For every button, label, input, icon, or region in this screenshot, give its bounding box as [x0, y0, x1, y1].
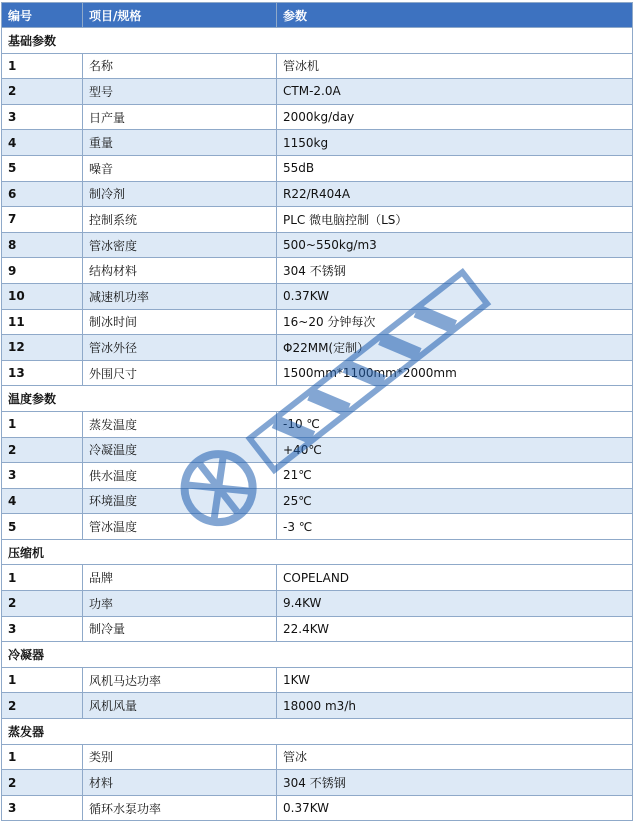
table-row: [2, 795, 633, 821]
row-value: 1500mm*1100mm*2000mm: [277, 360, 633, 386]
row-value: 16~20 分钟每次: [277, 309, 633, 335]
row-item: 类别: [83, 744, 277, 770]
header-col-no: 编号: [2, 3, 83, 28]
row-item: 循环水泵功率: [83, 795, 277, 821]
row-number: 1: [2, 667, 83, 693]
row-number: 2: [2, 79, 83, 105]
row-value: 55dB: [277, 155, 633, 181]
table-row: [2, 283, 633, 309]
row-number: 13: [2, 360, 83, 386]
row-value: Φ22MM(定制）: [277, 335, 633, 361]
section-row: [2, 642, 633, 668]
row-value: 2000kg/day: [277, 104, 633, 130]
table-row: [2, 104, 633, 130]
row-item: 冷凝温度: [83, 437, 277, 463]
row-number: 2: [2, 591, 83, 617]
row-value: PLC 微电脑控制（LS）: [277, 207, 633, 233]
row-value: 1150kg: [277, 130, 633, 156]
row-number: 10: [2, 283, 83, 309]
row-item: 型号: [83, 79, 277, 105]
row-number: 11: [2, 309, 83, 335]
row-value: 9.4KW: [277, 591, 633, 617]
row-value: 304 不锈钢: [277, 258, 633, 284]
header-col-item: 项目/规格: [83, 3, 277, 28]
row-item: 名称: [83, 53, 277, 79]
row-item: 供水温度: [83, 463, 277, 489]
row-value: 21℃: [277, 463, 633, 489]
row-value: -10 ℃: [277, 411, 633, 437]
row-value: 1KW: [277, 667, 633, 693]
table-row: [2, 130, 633, 156]
table-row: [2, 565, 633, 591]
table-row: [2, 770, 633, 796]
row-value: 管冰机: [277, 53, 633, 79]
row-value: 304 不锈钢: [277, 770, 633, 796]
row-number: 1: [2, 744, 83, 770]
row-item: 管冰外径: [83, 335, 277, 361]
row-value: CTM-2.0A: [277, 79, 633, 105]
table-row: [2, 155, 633, 181]
row-number: 5: [2, 155, 83, 181]
row-value: 18000 m3/h: [277, 693, 633, 719]
section-title: 冷凝器: [2, 642, 633, 668]
row-item: 制冷量: [83, 616, 277, 642]
table-row: [2, 667, 633, 693]
row-item: 管冰密度: [83, 232, 277, 258]
row-item: 外围尺寸: [83, 360, 277, 386]
row-item: 蒸发温度: [83, 411, 277, 437]
table-row: [2, 488, 633, 514]
table-row: [2, 258, 633, 284]
row-item: 减速机功率: [83, 283, 277, 309]
table-row: [2, 181, 633, 207]
row-item: 重量: [83, 130, 277, 156]
row-number: 3: [2, 463, 83, 489]
table-row: [2, 360, 633, 386]
table-header-row: [2, 3, 633, 28]
row-number: 3: [2, 616, 83, 642]
row-number: 12: [2, 335, 83, 361]
row-number: 3: [2, 104, 83, 130]
table-row: [2, 437, 633, 463]
table-row: [2, 53, 633, 79]
row-number: 1: [2, 411, 83, 437]
row-item: 材料: [83, 770, 277, 796]
row-item: 制冰时间: [83, 309, 277, 335]
row-value: 500~550kg/m3: [277, 232, 633, 258]
table-row: [2, 463, 633, 489]
row-value: R22/R404A: [277, 181, 633, 207]
row-item: 日产量: [83, 104, 277, 130]
section-row: [2, 719, 633, 745]
table-row: [2, 744, 633, 770]
row-value: 22.4KW: [277, 616, 633, 642]
table-row: [2, 335, 633, 361]
section-title: 蒸发器: [2, 719, 633, 745]
row-number: 3: [2, 795, 83, 821]
section-title: 压缩机: [2, 539, 633, 565]
row-item: 噪音: [83, 155, 277, 181]
row-item: 功率: [83, 591, 277, 617]
row-number: 5: [2, 514, 83, 540]
row-number: 2: [2, 770, 83, 796]
table-body: [2, 28, 633, 821]
table-row: [2, 207, 633, 233]
row-item: 环境温度: [83, 488, 277, 514]
row-item: 结构材料: [83, 258, 277, 284]
row-number: 1: [2, 565, 83, 591]
row-item: 控制系统: [83, 207, 277, 233]
section-row: [2, 539, 633, 565]
table-row: [2, 616, 633, 642]
row-item: 制冷剂: [83, 181, 277, 207]
row-item: 风机马达功率: [83, 667, 277, 693]
row-value: +40℃: [277, 437, 633, 463]
table-row: [2, 309, 633, 335]
row-value: 0.37KW: [277, 795, 633, 821]
row-value: 25℃: [277, 488, 633, 514]
table-row: [2, 693, 633, 719]
row-number: 6: [2, 181, 83, 207]
section-title: 基础参数: [2, 28, 633, 54]
section-row: [2, 386, 633, 412]
table-row: [2, 232, 633, 258]
row-number: 8: [2, 232, 83, 258]
row-number: 7: [2, 207, 83, 233]
row-item: 管冰温度: [83, 514, 277, 540]
table-row: [2, 591, 633, 617]
row-number: 2: [2, 437, 83, 463]
row-number: 1: [2, 53, 83, 79]
row-number: 9: [2, 258, 83, 284]
spec-sheet: [1, 2, 632, 821]
row-number: 2: [2, 693, 83, 719]
row-item: 风机风量: [83, 693, 277, 719]
row-number: 4: [2, 488, 83, 514]
section-title: 温度参数: [2, 386, 633, 412]
row-value: 0.37KW: [277, 283, 633, 309]
section-row: [2, 28, 633, 54]
row-value: -3 ℃: [277, 514, 633, 540]
row-value: 管冰: [277, 744, 633, 770]
row-value: COPELAND: [277, 565, 633, 591]
table-row: [2, 79, 633, 105]
row-number: 4: [2, 130, 83, 156]
table-row: [2, 411, 633, 437]
spec-table: [1, 2, 633, 821]
row-item: 品牌: [83, 565, 277, 591]
header-col-param: 参数: [277, 3, 633, 28]
table-row: [2, 514, 633, 540]
